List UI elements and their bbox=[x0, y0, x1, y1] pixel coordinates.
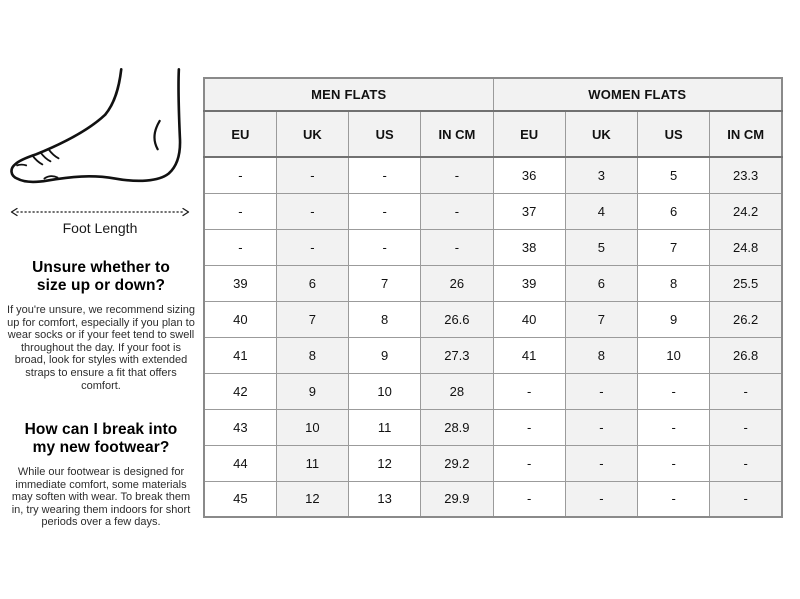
table-cell: 44 bbox=[204, 445, 276, 481]
break-in-heading-line2: my new footwear? bbox=[32, 439, 170, 456]
column-header-in-cm: IN CM bbox=[710, 111, 782, 157]
table-cell: 9 bbox=[349, 337, 421, 373]
column-header-uk: UK bbox=[276, 111, 348, 157]
table-row bbox=[204, 409, 782, 445]
table-cell: 36 bbox=[493, 157, 565, 193]
table-cell: 6 bbox=[565, 265, 637, 301]
table-cell: - bbox=[638, 481, 710, 517]
table-cell: 45 bbox=[204, 481, 276, 517]
sizing-advice-body: If you're unsure, we recommend sizing up for comfort, especially if you plan to wear socks or if your feet tend to swell throughout the day. If your foot is broad, look for styles with extended straps to ensure a fit that offers comfort. bbox=[7, 304, 195, 392]
group-header-row bbox=[204, 78, 782, 111]
table-cell: 8 bbox=[565, 337, 637, 373]
table-cell: 6 bbox=[276, 265, 348, 301]
table-cell: - bbox=[565, 409, 637, 445]
table-row bbox=[204, 445, 782, 481]
group-header-women-flats: WOMEN FLATS bbox=[493, 78, 782, 111]
size-chart-table bbox=[203, 77, 783, 518]
table-cell: - bbox=[421, 229, 493, 265]
table-cell: - bbox=[710, 373, 782, 409]
foot-illustration bbox=[8, 68, 192, 190]
table-cell: 38 bbox=[493, 229, 565, 265]
table-cell: - bbox=[276, 193, 348, 229]
table-cell: 26.6 bbox=[421, 301, 493, 337]
table-cell: 24.2 bbox=[710, 193, 782, 229]
table-cell: - bbox=[493, 409, 565, 445]
sizing-advice-heading bbox=[6, 259, 196, 295]
table-cell: - bbox=[638, 445, 710, 481]
table-cell: - bbox=[710, 409, 782, 445]
table-cell: - bbox=[638, 373, 710, 409]
table-cell: 28 bbox=[421, 373, 493, 409]
table-cell: 29.9 bbox=[421, 481, 493, 517]
table-cell: 9 bbox=[276, 373, 348, 409]
break-in-heading bbox=[6, 421, 196, 457]
table-cell: 10 bbox=[638, 337, 710, 373]
table-cell: 37 bbox=[493, 193, 565, 229]
column-header-row bbox=[204, 111, 782, 157]
sizing-advice-heading-line2: size up or down? bbox=[36, 277, 166, 294]
table-cell: 3 bbox=[565, 157, 637, 193]
column-header-us: US bbox=[638, 111, 710, 157]
table-cell: - bbox=[493, 481, 565, 517]
table-cell: 7 bbox=[349, 265, 421, 301]
table-cell: 13 bbox=[349, 481, 421, 517]
table-cell: 23.3 bbox=[710, 157, 782, 193]
table-cell: 8 bbox=[638, 265, 710, 301]
table-cell: 12 bbox=[349, 445, 421, 481]
table-row bbox=[204, 265, 782, 301]
table-cell: 39 bbox=[493, 265, 565, 301]
table-row bbox=[204, 481, 782, 517]
table-cell: - bbox=[421, 193, 493, 229]
break-in-body: While our footwear is designed for immediate comfort, some materials may soften with wear. To break them in, try wearing them indoors for short periods over a few days. bbox=[11, 466, 191, 529]
table-cell: - bbox=[276, 229, 348, 265]
table-cell: - bbox=[710, 445, 782, 481]
table-row bbox=[204, 337, 782, 373]
table-cell: 8 bbox=[276, 337, 348, 373]
table-cell: 26.2 bbox=[710, 301, 782, 337]
table-cell: - bbox=[204, 229, 276, 265]
table-cell: - bbox=[349, 193, 421, 229]
table-cell: 11 bbox=[349, 409, 421, 445]
table-cell: 6 bbox=[638, 193, 710, 229]
table-cell: - bbox=[349, 229, 421, 265]
column-header-uk: UK bbox=[565, 111, 637, 157]
table-cell: - bbox=[276, 157, 348, 193]
table-cell: 40 bbox=[204, 301, 276, 337]
table-cell: 5 bbox=[565, 229, 637, 265]
table-cell: - bbox=[421, 157, 493, 193]
table-cell: 24.8 bbox=[710, 229, 782, 265]
table-cell: 39 bbox=[204, 265, 276, 301]
sizing-advice-heading-line1: Unsure whether to bbox=[32, 259, 170, 276]
table-cell: 41 bbox=[204, 337, 276, 373]
table-cell: 28.9 bbox=[421, 409, 493, 445]
table-cell: 40 bbox=[493, 301, 565, 337]
table-cell: 25.5 bbox=[710, 265, 782, 301]
table-cell: 11 bbox=[276, 445, 348, 481]
group-header-men-flats: MEN FLATS bbox=[204, 78, 493, 111]
table-cell: 12 bbox=[276, 481, 348, 517]
table-cell: 7 bbox=[638, 229, 710, 265]
table-row bbox=[204, 193, 782, 229]
table-cell: 5 bbox=[638, 157, 710, 193]
table-cell: - bbox=[565, 481, 637, 517]
break-in-heading-line1: How can I break into bbox=[24, 421, 178, 438]
column-header-us: US bbox=[349, 111, 421, 157]
break-in-section bbox=[6, 421, 196, 529]
size-chart-header bbox=[204, 78, 782, 157]
table-cell: - bbox=[493, 373, 565, 409]
table-cell: 43 bbox=[204, 409, 276, 445]
table-cell: 26 bbox=[421, 265, 493, 301]
table-cell: 4 bbox=[565, 193, 637, 229]
table-cell: - bbox=[638, 409, 710, 445]
table-row bbox=[204, 157, 782, 193]
table-cell: 10 bbox=[276, 409, 348, 445]
size-chart-body bbox=[204, 157, 782, 517]
column-header-eu: EU bbox=[204, 111, 276, 157]
table-cell: 26.8 bbox=[710, 337, 782, 373]
column-header-in-cm: IN CM bbox=[421, 111, 493, 157]
table-cell: 41 bbox=[493, 337, 565, 373]
table-row bbox=[204, 373, 782, 409]
table-cell: 9 bbox=[638, 301, 710, 337]
table-cell: - bbox=[204, 193, 276, 229]
table-cell: 10 bbox=[349, 373, 421, 409]
table-cell: - bbox=[204, 157, 276, 193]
foot-length-arrow bbox=[8, 206, 192, 218]
table-cell: 8 bbox=[349, 301, 421, 337]
table-cell: - bbox=[565, 445, 637, 481]
table-cell: 42 bbox=[204, 373, 276, 409]
table-cell: - bbox=[493, 445, 565, 481]
table-cell: 7 bbox=[565, 301, 637, 337]
sizing-advice-section bbox=[6, 259, 196, 392]
table-row bbox=[204, 301, 782, 337]
table-cell: - bbox=[349, 157, 421, 193]
table-row bbox=[204, 229, 782, 265]
table-cell: 29.2 bbox=[421, 445, 493, 481]
table-cell: - bbox=[565, 373, 637, 409]
guide-sidebar bbox=[0, 0, 203, 599]
table-cell: 27.3 bbox=[421, 337, 493, 373]
table-cell: 7 bbox=[276, 301, 348, 337]
foot-length-label: Foot Length bbox=[62, 220, 138, 236]
table-cell: - bbox=[710, 481, 782, 517]
column-header-eu: EU bbox=[493, 111, 565, 157]
